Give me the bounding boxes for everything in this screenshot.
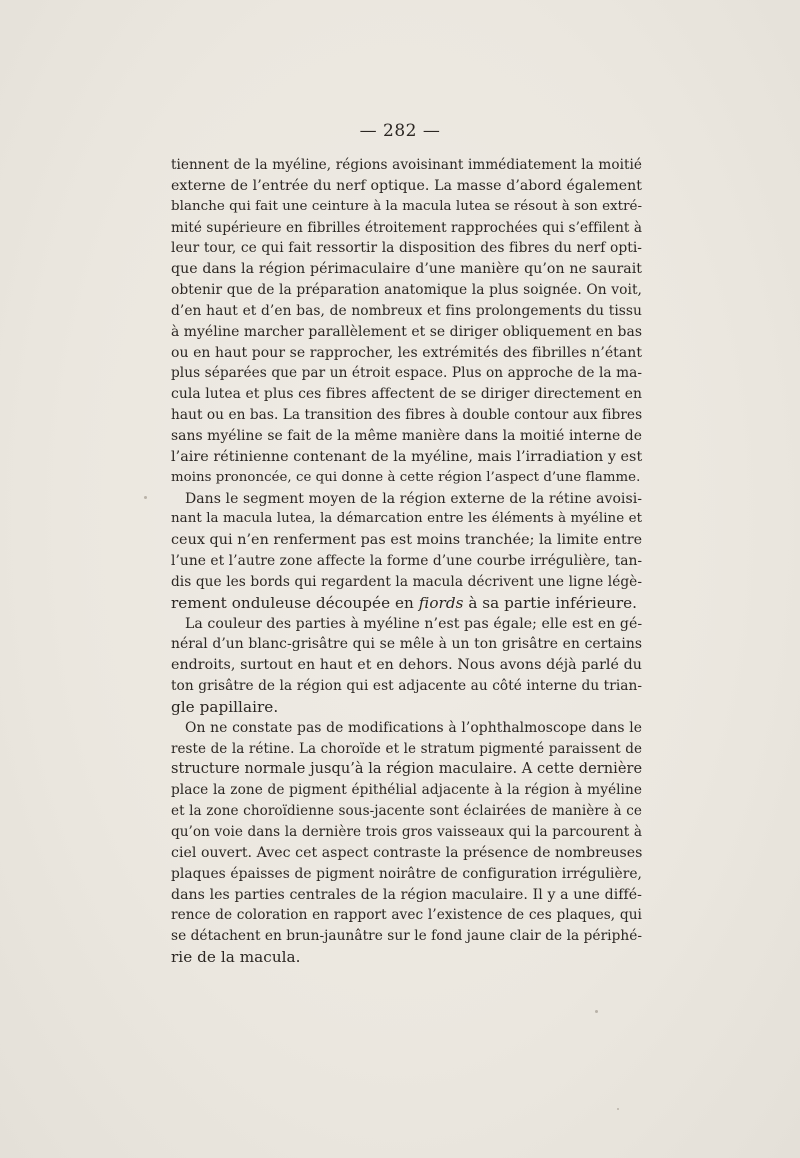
text-line: ou en haut pour se rapprocher, les extrémités des fibrilles n’étant [171, 344, 642, 361]
text-line: La couleur des parties à myéline n’est pas égale; elle est en gé- [185, 615, 643, 632]
text-line: obtenir que de la préparation anatomique la plus soignée. On voit, [171, 282, 642, 299]
text-line: que dans la région périmaculaire d’une manière qu’on ne saurait [171, 261, 642, 278]
text-line: à myéline marcher parallèlement et se diriger obliquement en bas [171, 323, 642, 340]
text-line: nant la macula lutea, la démarcation entre les éléments à myéline et [171, 511, 642, 527]
paper-speck [617, 1108, 619, 1110]
text-line: gle papillaire. [171, 697, 279, 716]
text-line: rence de coloration en rapport avec l’existence de ces plaques, qui [171, 907, 642, 924]
text-line: ciel ouvert. Avec cet aspect contraste la présence de nombreuses [171, 844, 643, 861]
text-segment: à sa partie inférieure. [463, 593, 638, 612]
text-line: reste de la rétine. La choroïde et le stratum pigmenté paraissent de [171, 740, 642, 757]
text-line: d’en haut et d’en bas, de nombreux et fins prolongements du tissu [171, 302, 642, 319]
text-line: sans myéline se fait de la même manière dans la moitié interne de [171, 427, 642, 444]
paper-speck [595, 1010, 598, 1013]
paper-speck [144, 496, 147, 499]
text-line: l’une et l’autre zone affecte la forme d’une courbe irrégulière, tan- [171, 553, 643, 570]
text-line: ceux qui n’en renferment pas est moins tranchée; la limite entre [171, 532, 643, 549]
text-line: moins prononcée, ce qui donne à cette région l’aspect d’une flamme. [171, 469, 641, 485]
text-line: endroits, surtout en haut et en dehors. Nous avons déjà parlé du [171, 657, 642, 674]
text-line: On ne constate pas de modifications à l’ophthalmoscope dans le [185, 719, 642, 736]
text-line: qu’on voie dans la dernière trois gros vaisseaux qui la parcourent à [171, 824, 642, 840]
page-number: — 282 — [359, 121, 441, 141]
text-line: se détachent en brun-jaunâtre sur le fond jaune clair de la périphé- [171, 928, 643, 945]
text-line: tiennent de la myéline, régions avoisinant immédiatement la moitié [171, 157, 642, 173]
text-line: plaques épaisses de pigment noirâtre de configuration irrégulière, [171, 865, 642, 882]
text-line: haut ou en bas. La transition des fibres à double contour aux fibres [171, 407, 643, 424]
italic-word: fiords [418, 593, 464, 612]
text-line: l’aire rétinienne contenant de la myéline, mais l’irradiation y est [171, 448, 643, 465]
body-text [171, 155, 642, 968]
text-line: mité supérieure en fibrilles étroitement rapprochées qui s’effilent à [171, 219, 642, 236]
text-line: cula lutea et plus ces fibres affectent de se diriger directement en [171, 386, 642, 403]
text-line: structure normale jusqu’à la région maculaire. A cette dernière [171, 761, 643, 778]
text-line [171, 593, 642, 614]
text-line: dis que les bords qui regardent la macula décrivent une ligne légè- [171, 573, 642, 590]
text-line: dans les parties centrales de la région maculaire. Il y a une diffé- [171, 886, 642, 903]
text-line: externe de l’entrée du nerf optique. La masse d’abord également [171, 177, 642, 194]
text-line: blanche qui fait une ceinture à la macula lutea se résout à son extré- [171, 198, 643, 214]
text-line: et la zone choroïdienne sous-jacente sont éclairées de manière à ce [171, 803, 642, 820]
text-line: plus séparées que par un étroit espace. Plus on approche de la ma- [171, 365, 642, 382]
text-line: ton grisâtre de la région qui est adjacente au côté interne du trian- [171, 678, 642, 695]
text-line: rie de la macula. [171, 948, 301, 967]
text-line: Dans le segment moyen de la région externe de la rétine avoisi- [185, 490, 642, 507]
text-line: place la zone de pigment épithélial adjacente à la région à myéline [171, 782, 642, 799]
text-line: néral d’un blanc-grisâtre qui se mêle à un ton grisâtre en certains [171, 636, 642, 653]
text-line: leur tour, ce qui fait ressortir la disposition des fibres du nerf opti- [171, 240, 642, 257]
text-segment: rement onduleuse découpée en [171, 593, 419, 612]
